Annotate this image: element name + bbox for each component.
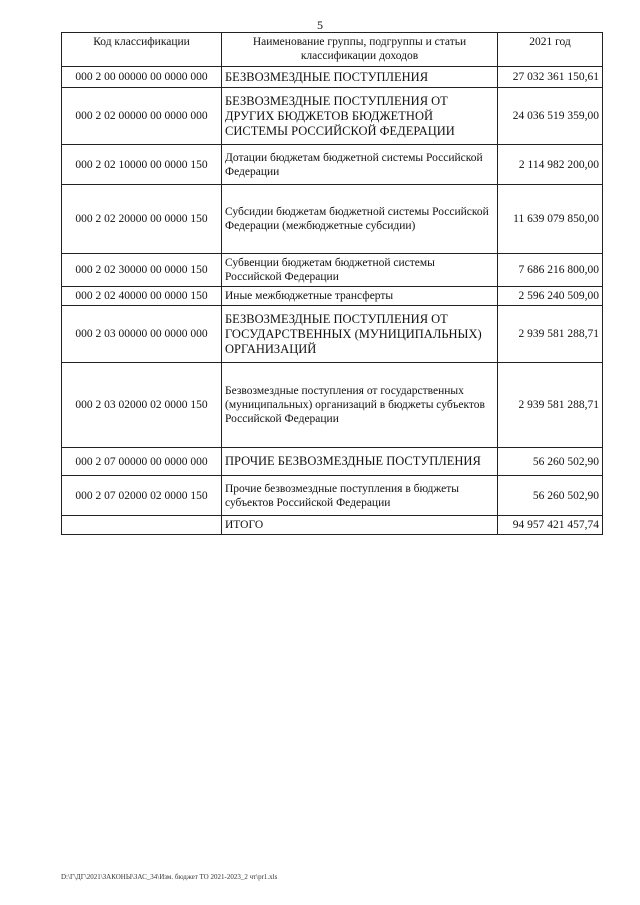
header-name: Наименование группы, подгруппы и статьи классификации доходов bbox=[222, 33, 498, 67]
table-row bbox=[62, 185, 603, 254]
total-row bbox=[62, 516, 603, 535]
total-code bbox=[62, 516, 222, 535]
row-name: Прочие безвозмездные поступления в бюджеты субъектов Российской Федерации bbox=[222, 476, 498, 516]
row-amount: 7 686 216 800,00 bbox=[498, 254, 603, 287]
row-name: БЕЗВОЗМЕЗДНЫЕ ПОСТУПЛЕНИЯ ОТ ДРУГИХ БЮДЖЕТОВ БЮДЖЕТНОЙ СИСТЕМЫ РОССИЙСКОЙ ФЕДЕРАЦИИ bbox=[222, 88, 498, 145]
total-amount: 94 957 421 457,74 bbox=[498, 516, 603, 535]
row-code: 000 2 00 00000 00 0000 000 bbox=[62, 67, 222, 88]
table-row bbox=[62, 254, 603, 287]
row-amount: 56 260 502,90 bbox=[498, 448, 603, 476]
table-row bbox=[62, 88, 603, 145]
row-code: 000 2 07 02000 02 0000 150 bbox=[62, 476, 222, 516]
row-name: Субсидии бюджетам бюджетной системы Российской Федерации (межбюджетные субсидии) bbox=[222, 185, 498, 254]
page-number: 5 bbox=[317, 18, 323, 32]
table-row bbox=[62, 448, 603, 476]
row-amount: 11 639 079 850,00 bbox=[498, 185, 603, 254]
table-row bbox=[62, 67, 603, 88]
row-name: БЕЗВОЗМЕЗДНЫЕ ПОСТУПЛЕНИЯ bbox=[222, 67, 498, 88]
row-code: 000 2 02 30000 00 0000 150 bbox=[62, 254, 222, 287]
table-row bbox=[62, 476, 603, 516]
header-year: 2021 год bbox=[498, 33, 603, 67]
row-name: Безвозмездные поступления от государственных (муниципальных) организаций в бюджеты субъектов Российской Федерации bbox=[222, 363, 498, 448]
row-name: БЕЗВОЗМЕЗДНЫЕ ПОСТУПЛЕНИЯ ОТ ГОСУДАРСТВЕННЫХ (МУНИЦИПАЛЬНЫХ) ОРГАНИЗАЦИЙ bbox=[222, 306, 498, 363]
row-code: 000 2 03 02000 02 0000 150 bbox=[62, 363, 222, 448]
table-row bbox=[62, 306, 603, 363]
row-code: 000 2 02 00000 00 0000 000 bbox=[62, 88, 222, 145]
table-header-row bbox=[62, 33, 603, 67]
table-row bbox=[62, 287, 603, 306]
revenue-table bbox=[61, 32, 603, 535]
header-code: Код классификации bbox=[62, 33, 222, 67]
row-code: 000 2 03 00000 00 0000 000 bbox=[62, 306, 222, 363]
row-amount: 2 939 581 288,71 bbox=[498, 306, 603, 363]
table-row bbox=[62, 145, 603, 185]
row-name: Субвенции бюджетам бюджетной системы Российской Федерации bbox=[222, 254, 498, 287]
row-amount: 2 939 581 288,71 bbox=[498, 363, 603, 448]
row-name: ПРОЧИЕ БЕЗВОЗМЕЗДНЫЕ ПОСТУПЛЕНИЯ bbox=[222, 448, 498, 476]
total-label: ИТОГО bbox=[222, 516, 498, 535]
row-amount: 2 596 240 509,00 bbox=[498, 287, 603, 306]
row-code: 000 2 07 00000 00 0000 000 bbox=[62, 448, 222, 476]
row-code: 000 2 02 10000 00 0000 150 bbox=[62, 145, 222, 185]
row-amount: 2 114 982 200,00 bbox=[498, 145, 603, 185]
row-name: Дотации бюджетам бюджетной системы Российской Федерации bbox=[222, 145, 498, 185]
row-amount: 27 032 361 150,61 bbox=[498, 67, 603, 88]
table-row bbox=[62, 363, 603, 448]
row-name: Иные межбюджетные трансферты bbox=[222, 287, 498, 306]
row-code: 000 2 02 40000 00 0000 150 bbox=[62, 287, 222, 306]
row-amount: 24 036 519 359,00 bbox=[498, 88, 603, 145]
row-amount: 56 260 502,90 bbox=[498, 476, 603, 516]
footer-file-path: D:\Г\ДГ\2021\ЗАКОНЫ\ЗАС_34\Изм. бюджет ТО 2021-2023_2 чт\pr1.xls bbox=[61, 873, 278, 881]
row-code: 000 2 02 20000 00 0000 150 bbox=[62, 185, 222, 254]
